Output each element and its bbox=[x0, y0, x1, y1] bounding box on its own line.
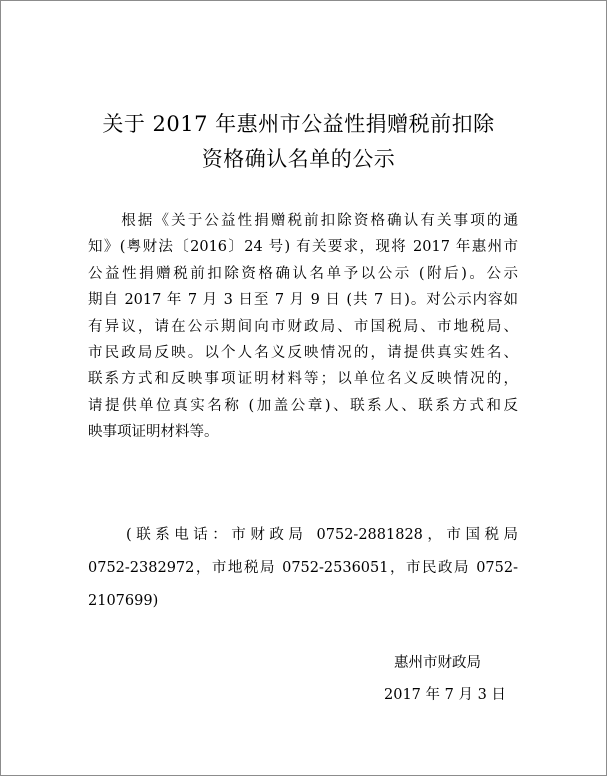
notice-line: 有异议，请在公示期间向市财政局、市国税局、市地税局、 bbox=[88, 318, 518, 335]
notice-line: 期自 2017 年 7 月 3 日至 7 月 9 日 (共 7 日)。对公示内容如 bbox=[88, 292, 518, 309]
document-title-line-2: 资格确认名单的公示 bbox=[201, 147, 396, 171]
notice-line: 根据《关于公益性捐赠税前扣除资格确认有关事项的通 bbox=[88, 213, 518, 229]
document-title-line-1: 关于 2017 年惠州市公益性捐赠税前扣除 bbox=[102, 112, 495, 136]
contact-line: (联系电话：市财政局 0752-2881828，市国税局 bbox=[88, 527, 518, 543]
contact-line: 0752-2382972，市地税局 0752-2536051，市民政局 0752- bbox=[88, 560, 518, 576]
notice-paragraph bbox=[88, 208, 518, 446]
contact-info bbox=[88, 519, 518, 618]
notice-line: 公益性捐赠税前扣除资格确认名单予以公示 (附后)。公示 bbox=[88, 265, 518, 282]
signature-organization: 惠州市财政局 bbox=[394, 655, 481, 671]
notice-line: 知》(粤财法〔2016〕24 号) 有关要求，现将 2017 年惠州市 bbox=[88, 239, 518, 256]
notice-line: 请提供单位真实名称 (加盖公章)、联系人、联系方式和反 bbox=[88, 397, 518, 414]
notice-line: 市民政局反映。以个人名义反映情况的，请提供真实姓名、 bbox=[88, 344, 518, 361]
notice-line: 联系方式和反映事项证明材料等；以单位名义反映情况的， bbox=[88, 371, 518, 388]
contact-line: 2107699) bbox=[88, 593, 159, 609]
notice-line: 映事项证明材料等。 bbox=[88, 424, 219, 441]
signature-date: 2017 年 7 月 3 日 bbox=[384, 687, 506, 703]
